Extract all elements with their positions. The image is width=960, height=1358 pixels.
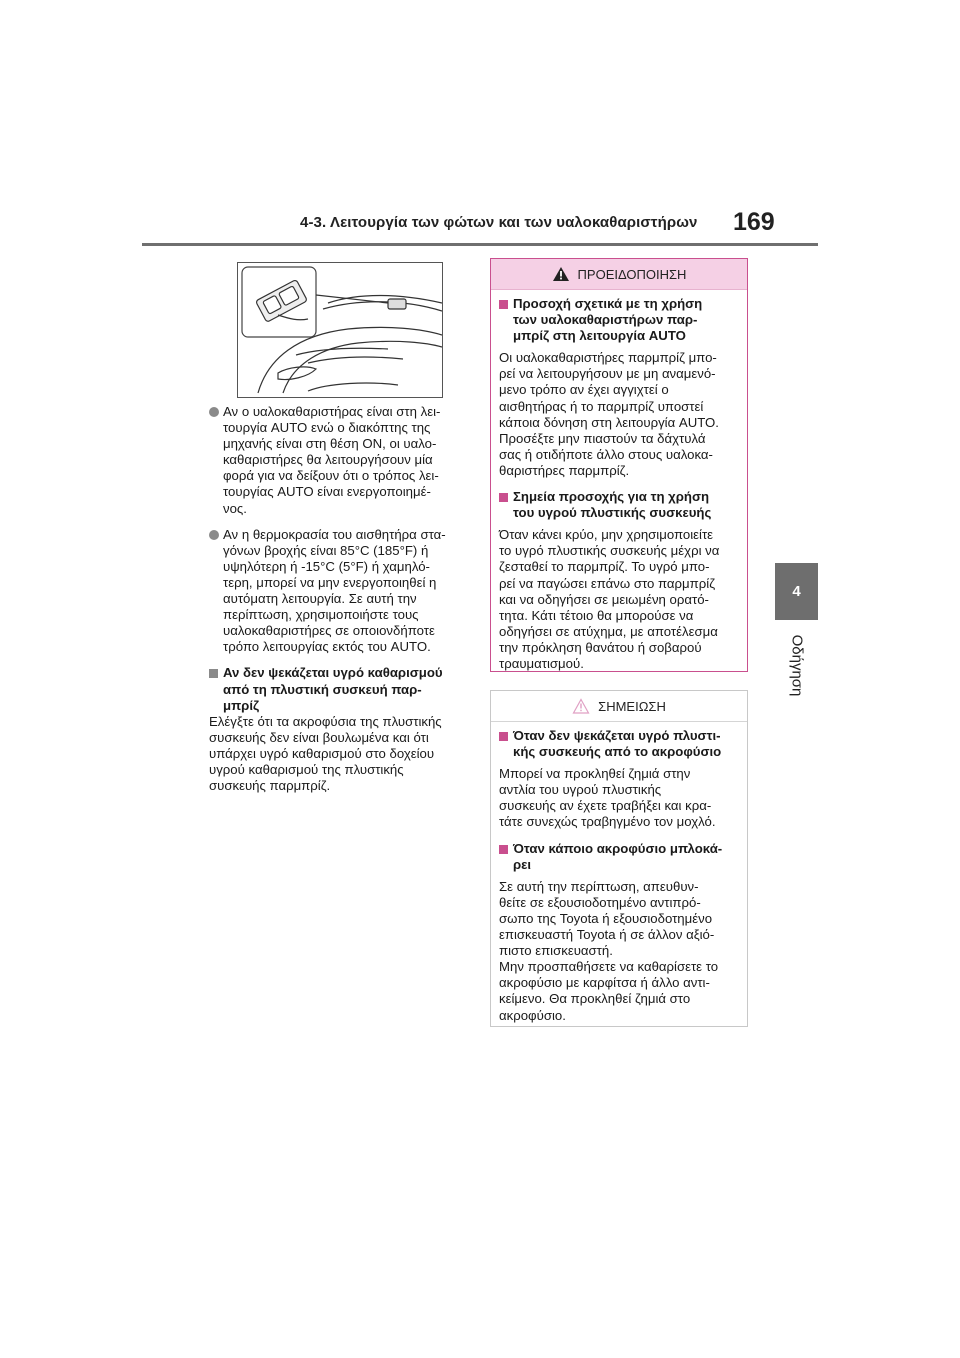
text-line: ακροφύσιο με καρφίτσα ή άλλο αντι- xyxy=(499,975,710,991)
heading-line: ρει xyxy=(513,856,532,872)
text-line: κάποια δόνηση στη λειτουργία AUTO. xyxy=(499,414,719,430)
bullet-dot-icon xyxy=(209,407,219,417)
text-line: Προσέξτε μην πιαστούν τα δάχτυλά xyxy=(499,430,706,446)
square-bullet-icon xyxy=(209,669,218,678)
text-line: Μπορεί να προκληθεί ζημιά στην xyxy=(499,766,691,782)
text-line: το υγρό πλυστικής συσκευής μέχρι να xyxy=(499,543,720,559)
list-item xyxy=(209,527,471,656)
section-heading xyxy=(499,296,739,344)
warning-title: ΠΡΟΕΙΔΟΠΟΙΗΣΗ xyxy=(577,266,687,282)
text-line: περίπτωση, χρησιμοποιήστε τους xyxy=(223,607,419,623)
header-rule xyxy=(142,243,818,246)
page-number: 169 xyxy=(733,208,775,236)
text-line: συσκευής δεν είναι βουλωμένα και ότι xyxy=(209,729,429,745)
left-column xyxy=(209,404,471,794)
text-line: μενο τρόπο αν έχει αγγιχτεί ο xyxy=(499,382,669,398)
section-body xyxy=(499,350,739,479)
section-heading xyxy=(499,489,739,521)
heading-line: μπρίζ στη λειτουργία AUTO xyxy=(513,328,686,344)
text-line: Σε αυτή την περίπτωση, απευθυν- xyxy=(499,878,699,894)
heading-line: από τη πλυστική συσκευή παρ- xyxy=(223,681,422,697)
chapter-tab xyxy=(775,563,818,620)
text-line: την πρόκληση θανάτου ή σοβαρού xyxy=(499,639,702,655)
text-line: Ελέγξτε ότι τα ακροφύσια της πλυστικής xyxy=(209,713,442,729)
text-line: ρεί να λειτουργήσουν με μη αναμενό- xyxy=(499,366,716,382)
text-line: μηχανής είναι στη θέση ON, οι υαλο- xyxy=(223,436,437,452)
text-line: ζεσταθεί το παρμπρίζ. Το υγρό μπο- xyxy=(499,559,710,575)
section-heading xyxy=(499,841,739,873)
text-line: υπάρχει υγρό καθαρισμού στο δοχείου xyxy=(209,745,435,761)
heading-line: κής συσκευής από το ακροφύσιο xyxy=(513,744,722,760)
note-box xyxy=(490,690,748,1027)
text-line: τραυματισμού. xyxy=(499,655,584,671)
text-line: τουργίας AUTO είναι ενεργοποιημέ- xyxy=(223,484,431,500)
text-line: γόνων βροχής είναι 85°C (185°F) ή xyxy=(223,542,429,558)
text-line: υαλοκαθαριστήρες σε οποιονδήποτε xyxy=(223,623,435,639)
text-line: ρεί να παγώσει επάνω στο παρμπρίζ xyxy=(499,575,716,591)
warning-box xyxy=(490,258,748,672)
text-line: οδηγήσει σε ατύχημα, με αποτέλεσμα xyxy=(499,623,718,639)
text-line: κείμενο. Θα προκληθεί ζημιά στο xyxy=(499,991,691,1007)
text-line: ακροφύσιο. xyxy=(499,1007,566,1023)
text-line: υψηλότερη ή -15°C (5°F) ή χαμηλό- xyxy=(223,558,430,574)
heading-line: Όταν δεν ψεκάζεται υγρό πλυστι- xyxy=(513,728,721,743)
text-line: σωπο της Toyota ή εξουσιοδοτημένο xyxy=(499,910,713,926)
text-line: θείτε σε εξουσιοδοτημένο αντιπρό- xyxy=(499,894,701,910)
section-title: 4-3. Λειτουργία των φώτων και των υαλοκαθαριστήρων xyxy=(300,214,698,231)
chapter-label-text: Οδήγηση xyxy=(788,634,805,696)
chapter-label xyxy=(775,630,818,700)
text-line: και να οδηγήσει σε μειωμένη ορατό- xyxy=(499,591,709,607)
heading-line: Όταν κάποιο ακροφύσιο μπλοκά- xyxy=(513,840,723,856)
section-body xyxy=(499,879,739,1024)
heading-line: Αν δεν ψεκάζεται υγρό καθαρισμού xyxy=(223,665,443,681)
text-line: τητα. Κάτι τέτοιο θα μπορούσε να xyxy=(499,607,694,623)
caution-outline-triangle-icon xyxy=(572,698,590,714)
heading-line: των υαλοκαθαριστήρων παρ- xyxy=(513,312,698,328)
text-line: καθαριστήρες θα λειτουργήσουν μία xyxy=(223,452,433,468)
text-line: πιστο επισκευαστή. xyxy=(499,943,613,959)
text-line: τουργία AUTO ενώ ο διακόπτης της xyxy=(223,420,431,436)
chapter-number: 4 xyxy=(792,583,801,600)
heading-line: του υγρού πλυστικής συσκευής xyxy=(513,505,712,521)
text-line: Οι υαλοκαθαριστήρες παρμπρίζ μπο- xyxy=(499,350,717,366)
text-line: συσκευής αν έχετε τραβήξει και κρα- xyxy=(499,798,712,814)
text-line: σας ή οτιδήποτε άλλο στους υαλοκα- xyxy=(499,446,713,462)
warning-triangle-icon xyxy=(552,266,570,282)
text-line: Μην προσπαθήσετε να καθαρίσετε το xyxy=(499,959,719,975)
section-body xyxy=(499,527,739,672)
text-line: αισθητήρας ή το παρμπρίζ υποστεί xyxy=(499,398,704,414)
text-line: νος. xyxy=(223,500,247,516)
heading-line: Προσοχή σχετικά με τη χρήση xyxy=(513,296,703,311)
note-header xyxy=(491,691,747,722)
text-line: Αν ο υαλοκαθαριστήρας είναι στη λει- xyxy=(223,404,441,419)
square-bullet-icon xyxy=(499,493,508,502)
text-line: τρόπο λειτουργίας εκτός του AUTO. xyxy=(223,639,431,655)
square-bullet-icon xyxy=(499,300,508,309)
list-item xyxy=(209,404,471,517)
note-title: ΣΗΜΕΙΩΣΗ xyxy=(598,698,666,714)
section-heading xyxy=(499,728,739,760)
bullet-dot-icon xyxy=(209,530,219,540)
text-line: τάτε συνεχώς τραβηγμένο τον μοχλό. xyxy=(499,814,716,830)
section-body xyxy=(209,714,471,794)
warning-header xyxy=(491,259,747,290)
text-line: τερη, μπορεί να μην ενεργοποιηθεί η xyxy=(223,574,437,590)
windshield-rain-sensor-icon xyxy=(237,262,443,398)
square-bullet-icon xyxy=(499,732,508,741)
section-body xyxy=(499,766,739,830)
text-line: αντλία του υγρού πλυστικής xyxy=(499,782,662,798)
square-bullet-icon xyxy=(499,845,508,854)
text-line: υγρού καθαρισμού της πλυστικής xyxy=(209,761,404,777)
section-heading xyxy=(209,665,471,713)
text-line: θαριστήρες παρμπρίζ. xyxy=(499,462,630,478)
text-line: επισκευαστή Toyota ή σε άλλον αξιό- xyxy=(499,927,715,943)
text-line: Αν η θερμοκρασία του αισθητήρα στα- xyxy=(223,526,446,542)
heading-line: μπρίζ xyxy=(223,697,260,713)
text-line: Όταν κάνει κρύο, μην χρησιμοποιείτε xyxy=(499,527,714,543)
heading-line: Σημεία προσοχής για τη χρήση xyxy=(513,489,710,505)
text-line: αυτόματη λειτουργία. Σε αυτή την xyxy=(223,591,417,607)
text-line: συσκευής παρμπρίζ. xyxy=(209,778,331,794)
text-line: φορά για να δείξουν ότι ο τρόπος λει- xyxy=(223,468,439,484)
